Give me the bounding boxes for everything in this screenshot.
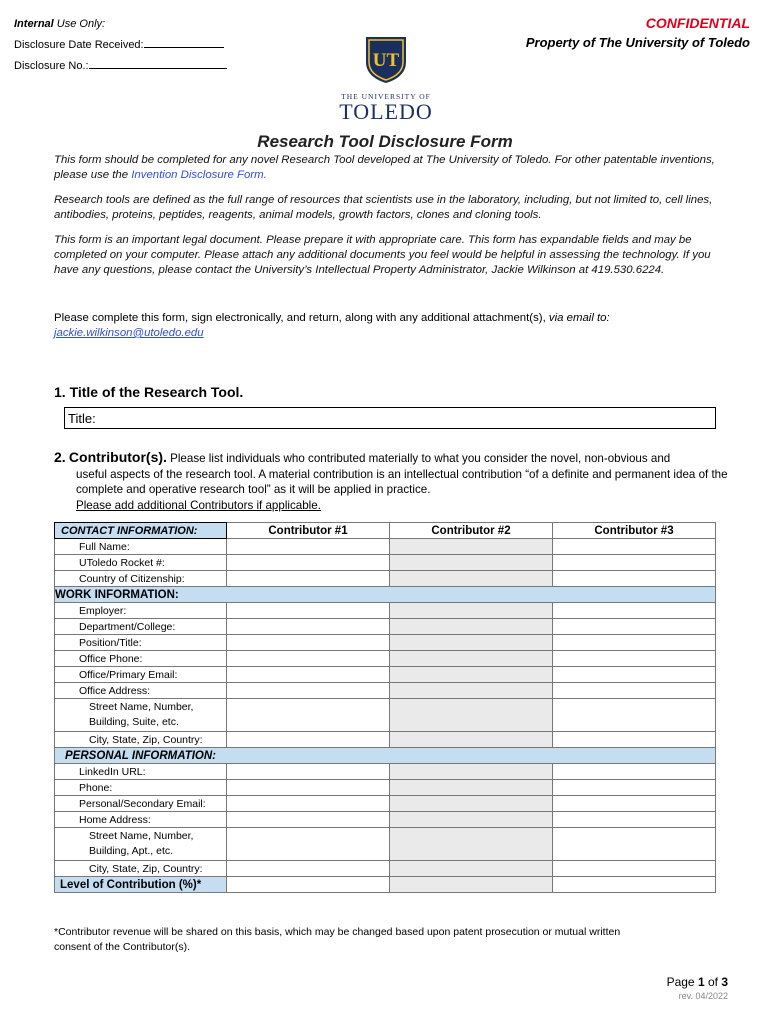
title-field[interactable] <box>64 407 716 429</box>
table-row: Employer: <box>55 603 716 619</box>
footnote: *Contributor revenue will be shared on this basis, which may be changed based upon patent prosecution or mutual written consent of the Contributor(s). <box>54 926 621 953</box>
contributor-table <box>54 522 716 893</box>
contact-email-link[interactable]: jackie.wilkinson@utoledo.edu <box>54 327 204 339</box>
section-2-text: 2. Contributor(s). Please list individuals who contributed materially to what you consider the novel, non-obvious and useful aspects of the research tool. A material contribution is an intellectual contribution “of a definite and permanent idea of the complete and operative research tool” as it will be applied in practice. Please add additional Contributors if applicable. <box>54 449 728 512</box>
contributor-3-header: Contributor #3 <box>553 523 716 539</box>
table-row: Street Name, Number, Building, Apt., etc. <box>55 828 716 861</box>
work-info-header: WORK INFORMATION: <box>55 587 716 603</box>
intro-paragraph-4: Please complete this form, sign electronically, and return, along with any additional attachment(s), via email to: jackie.wilkinson@utoledo.edu <box>54 312 610 339</box>
contact-info-header: CONTACT INFORMATION: <box>55 523 227 539</box>
revision-date: rev. 04/2022 <box>678 991 728 1001</box>
confidential-label: CONFIDENTIAL <box>645 15 750 31</box>
internal-header: Internal Use Only: Disclosure Date Received: Disclosure No.: <box>14 14 227 77</box>
disclosure-date-label: Disclosure Date Received: <box>14 39 144 51</box>
table-row <box>55 877 716 893</box>
table-row: Street Name, Number, Building, Suite, etc. <box>55 699 716 732</box>
personal-info-header: PERSONAL INFORMATION: <box>55 748 716 764</box>
table-row: Country of Citizenship: <box>55 571 716 587</box>
form-title: Research Tool Disclosure Form <box>257 132 513 151</box>
table-row: Phone: <box>55 780 716 796</box>
property-label: Property of The University of Toledo <box>525 35 750 50</box>
table-row: Office Phone: <box>55 651 716 667</box>
intro-paragraph-2: Research tools are defined as the full range of resources that scientists use in the laboratory, including, but not limited to, cell lines, antibodies, proteins, peptides, reagents, animal models, growth factors, clones and cloning tools. <box>54 194 713 221</box>
svg-text:UT: UT <box>372 50 400 71</box>
section-1-heading: 1. Title of the Research Tool. <box>54 384 244 400</box>
intro-paragraph-1: This form should be completed for any novel Research Tool developed at The University of Toledo. For other patentable inventions, please use the Invention Disclosure Form. <box>54 154 715 181</box>
table-row: City, State, Zip, Country: <box>55 861 716 877</box>
page-number: Page 1 of 3 <box>666 975 728 989</box>
contributor-1-header: Contributor #1 <box>227 523 390 539</box>
title-field-label: Title: <box>68 411 96 426</box>
table-row: Full Name: <box>55 539 716 555</box>
disclosure-no-field[interactable] <box>89 57 227 69</box>
table-row: Office/Primary Email: <box>55 667 716 683</box>
table-row: Department/College: <box>55 619 716 635</box>
confidential-header <box>526 14 750 52</box>
invention-form-link[interactable]: Invention Disclosure Form. <box>131 169 267 181</box>
table-row: LinkedIn URL: <box>55 764 716 780</box>
disclosure-date-field[interactable] <box>144 36 224 48</box>
table-row: Position/Title: <box>55 635 716 651</box>
university-logo: UT THE UNIVERSITY OF TOLEDO <box>338 34 434 123</box>
table-row: UToledo Rocket #: <box>55 555 716 571</box>
intro-paragraph-3: This form is an important legal document. Please prepare it with appropriate care. This form has expandable fields and may be completed on your computer. Please attach any additional documents you feel would be helpful in assessing the technology. If you have any questions, please contact the University’s Intellectual Property Administrator, Jackie Wilkinson at 419.530.6224. <box>54 234 711 276</box>
table-row: Personal/Secondary Email: <box>55 796 716 812</box>
level-of-contribution-label: Level of Contribution (%)* <box>55 877 227 893</box>
ut-shield-icon <box>363 34 409 84</box>
table-row: Home Address: <box>55 812 716 828</box>
contributor-2-header: Contributor #2 <box>390 523 553 539</box>
table-row: Office Address: <box>55 683 716 699</box>
table-row: City, State, Zip, Country: <box>55 732 716 748</box>
disclosure-no-label: Disclosure No.: <box>14 60 89 72</box>
